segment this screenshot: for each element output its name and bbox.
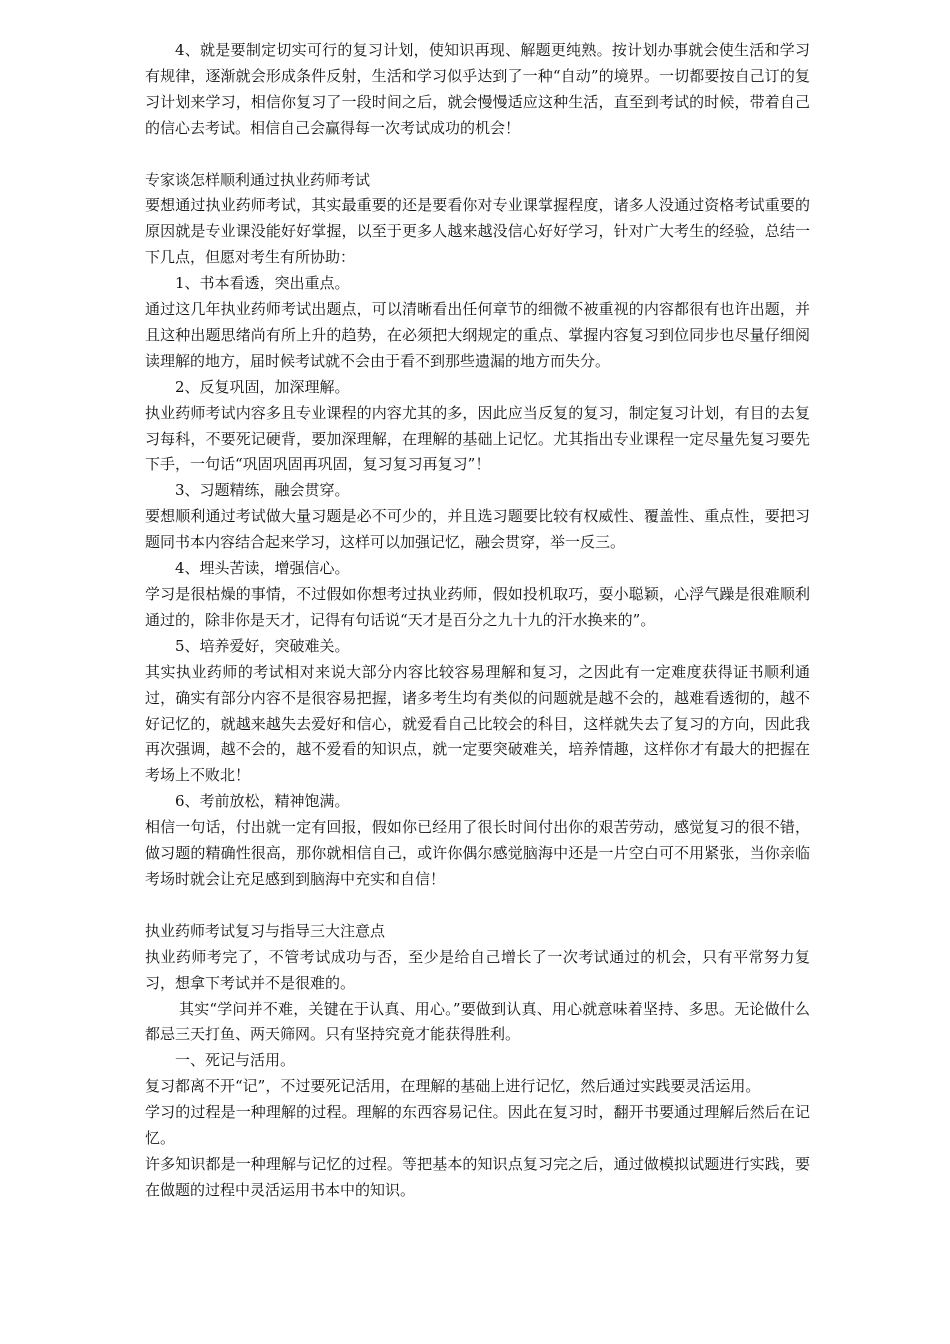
section-title-exam-tips: 专家谈怎样顺利通过执业药师考试 xyxy=(145,170,371,189)
section-title-review-guide: 执业药师考试复习与指导三大注意点 xyxy=(145,921,386,940)
quote-paragraph: 其实“学问并不难，关键在于认真、用心。”要做到认真、用心就意味着坚持、多思。无论做什么都忌三天打鱼、两天筛网。只有坚持究竟才能获得胜利。 xyxy=(145,999,810,1044)
section-gap xyxy=(145,142,810,168)
tip-heading: 1、书本看透，突出重点。 xyxy=(175,274,350,293)
tip-body: 学习是很枯燥的事情，不过假如你想考过执业药师，假如投机取巧，耍小聪颖，心浮气躁是很难顺利通过的，除非你是天才，记得有句话说“天才是百分之九十九的汗水换来的”。 xyxy=(145,585,810,629)
tip-heading: 6、考前放松，精神饱满。 xyxy=(175,792,350,811)
tip-heading: 5、培养爱好，突破难关。 xyxy=(175,636,350,655)
tip-body: 其实执业药师的考试相对来说大部分内容比较容易理解和复习，之因此有一定难度获得证书顺利通过，确实有部分内容不是很容易把握，诸多考生均有类似的问题就是越不会的，越难看透彻的，越不好记忆的，就越来越失去爱好和信心，就爱看自己比较会的科目，这样就失去了复习的方向，因此我再次强调，越不会的，越不爱看的知识点，就一定要突破难关，培养情趣，这样你才有最大的把握在考场上不败北！ xyxy=(145,662,810,785)
tip-heading: 2、反复巩固，加深理解。 xyxy=(175,377,350,396)
section-intro: 执业药师考完了，不管考试成功与否，至少是给自己增长了一次考试通过的机会，只有平常努力复习，想拿下考试并不是很难的。 xyxy=(145,947,810,992)
section-gap xyxy=(145,893,810,919)
tip-body: 要想顺利通过考试做大量习题是必不可少的，并且选习题要比较有权威性、覆盖性、重点性，要把习题同书本内容结合起来学习，这样可以加强记忆，融会贯穿，举一反三。 xyxy=(145,507,810,552)
tip-body: 通过这几年执业药师考试出题点，可以清晰看出任何章节的细微不被重视的内容都很有也许出题，并且这种出题思绪尚有所上升的趋势，在必须把大纲规定的重点、掌握内容复习到位同步也尽量仔细阅读理解的地方，届时候考试就不会由于看不到那些遗漏的地方而失分。 xyxy=(145,300,810,370)
tip-body: 执业药师考试内容多且专业课程的内容尤其的多，因此应当反复的复习，制定复习计划，有目的去复习每科，不要死记硬背，要加深理解，在理解的基础上记忆。尤其指出专业课程一定尽量先复习要先下手，一句话“巩固巩固再巩固，复习复习再复习”！ xyxy=(145,403,810,474)
tip-heading: 3、习题精练，融会贯穿。 xyxy=(175,481,350,500)
point-body: 复习都离不开“记”，不过要死记活用，在理解的基础上进行记忆，然后通过实践要灵活运用。 xyxy=(145,1077,761,1096)
section-intro: 要想通过执业药师考试，其实最重要的还是要看你对专业课掌握程度，诸多人没通过资格考试重要的原因就是专业课没能好好掌握，以至于更多人越来越没信心好好学习，针对广大考生的经验，总结一下几点，但愿对考生有所协助： xyxy=(145,196,810,267)
tip-body: 相信一句话，付出就一定有回报，假如你已经用了很长时间付出你的艰苦劳动，感觉复习的很不错，做习题的精确性很高，那你就相信自己，或许你偶尔感觉脑海中还是一片空白可不用紧张，当你亲临考场时就会让充足感到到脑海中充实和自信！ xyxy=(145,818,810,888)
tip-heading: 4、埋头苦读，增强信心。 xyxy=(175,559,350,578)
point-heading: 一、死记与活用。 xyxy=(175,1051,296,1070)
plan-paragraph: 4、就是要制定切实可行的复习计划，使知识再现、解题更纯熟。按计划办事就会使生活和学习有规律，逐渐就会形成条件反射，生活和学习似乎达到了一种“自动”的境界。一切都要按自己订的复习计划来学习，相信你复习了一段时间之后，就会慢慢适应这种生活，直至到考试的时候，带着自己的信心去考试。相信自己会赢得每一次考试成功的机会！ xyxy=(145,41,810,137)
point-body: 许多知识都是一种理解与记忆的过程。等把基本的知识点复习完之后，通过做模拟试题进行实践，要在做题的过程中灵活运用书本中的知识。 xyxy=(145,1154,810,1199)
point-body: 学习的过程是一种理解的过程。理解的东西容易记住。因此在复习时，翻开书要通过理解后然后在记忆。 xyxy=(145,1103,810,1148)
